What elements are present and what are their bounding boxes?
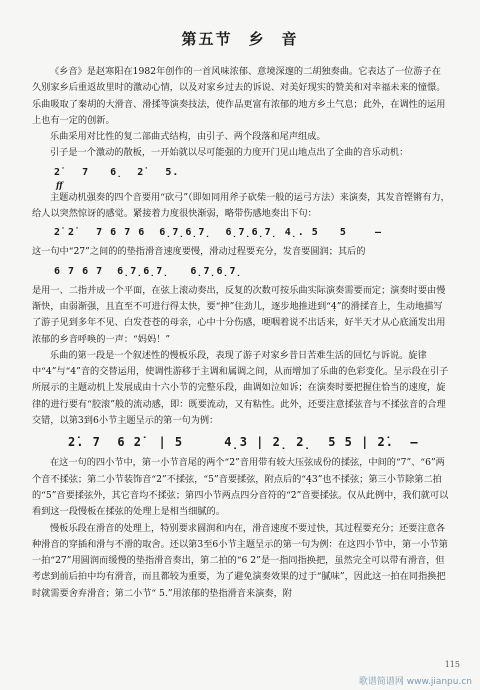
paragraph-trill: 是用一、二指并成一个平面，在弦上滚动奏出，反复的次数可按乐曲实际演奏需要而定；演奏时要由慢渐快，由弱渐强，且直至不可进行得太快，要“抻”住劲儿，逐步地推进到“4̣”的滑揉音上，生动地描写了游子见到多年不见、白发苍苍的母亲，心中十分伤感，哽咽着说不出话来，好半天才从心底涌发出用浓郁的乡音呼唤的一声：“妈妈！” (32, 284, 446, 345)
page-title (0, 28, 480, 49)
notation-second-phrase: 2̇ 2̇ 7 6 7 6 6̣7̣6̣7̣ 6̣7̣6̣7̣ 4̣. 5 5 — (54, 227, 382, 239)
page-number: 115 (444, 660, 460, 669)
site-watermark: 歌谱简谱网 www.jianpu.cn (358, 677, 472, 687)
paragraph-motif-intro: 引子是一个激动的散板，一开始就以尽可能强的力度开门见山地点出了全曲的音乐动机： (50, 147, 409, 159)
title-word-2: 音 (281, 30, 299, 48)
paragraph-slides: 慢板乐段在滑音的处理上，特别要求圆润和内在，滑音速度不要过快，其过程要充分；还要注意各种滑音的穿插和滑与不滑的取舍。还以第3至6小节主题呈示的第一句为例：在这四小节中，第一小节第一拍“2̇7”用圆润而缓慢的垫指滑音奏出，第二拍的“6 2̇”是一指同指换把，虽然完全可以带有滑音，但考虑到前后拍中均有滑音，而且都较为重要，为了避免演奏效果的过于“腻味”，因此这一拍在同指换把时就需要舍弃滑音；第二小节“ 5.”用浓郁的垫指滑音来演奏，附 (32, 522, 448, 599)
paragraph-glide: 这一句中“2̇7”之间的的垫指滑音速度要慢，滑动过程要充分，发音要圆润；其后的 (32, 246, 366, 258)
body-text (32, 64, 450, 602)
notation-trill-figure: 6 7 6 7 6̣7̣6̣7̣ 6̣7̣6̣7̣ (54, 265, 243, 277)
paragraph-first-section: 乐曲的第一段是一个叙述性的慢板乐段，表现了游子对家乡昔日苦难生活的回忆与诉说。旋律中“4”与“4”音的交替运用，使调性游移于主调和属调之间，从而增加了乐曲的色彩变化。呈示段在引子所展示的主题动机上发展成由十六小节的完整乐段，曲调如泣如诉；在演奏时要把握住恰当的速度，旋律的进行要有“胶滚”般的流动感，即：既要流动，又有粘性。此外，还要注意揉弦音与不揉弦音的合理交错，以第3到6小节主题呈示的第一句为例： (32, 349, 449, 427)
paragraph-form: 乐曲采用对比性的复二部曲式结构，由引子、两个段落和尾声组成。 (50, 131, 326, 143)
section-label: 第五节 (181, 30, 233, 48)
title-word-1: 乡 (248, 30, 266, 48)
paragraph-bowing: 主题动机强奏的四个音要用“砍弓”（即如同用斧子砍柴一般的运弓方法）来演奏，其发音铿锵有力，给人以突然惊讶的感觉。紧接着力度很快渐弱，略带伤感地奏出下句： (32, 191, 450, 220)
paragraph-vibrato: 在这一句的四小节中，第一小节音尾的两个“2̇”音用带有较大压弦成份的揉弦，中间的“7”、“6”两个音不揉弦；第二小节装饰音“2̇”不揉弦，“5”音要揉弦，附点后的“4̣3”也不揉弦；第三小节除第二拍的“5”音要揉弦外，其它音均不揉弦；第四小节两点四分音符的“2̇”音要揉弦。仅从此例中，我们就可以看到这一段慢板在揉弦的处理上是相当细腻的。 (32, 457, 449, 518)
notation-motif: 2̇ 7 6̣ 2̇ 5. (54, 166, 180, 178)
notation-theme-bars: 2̇. 7 6 2̇ | 5 4̣3 | 2̣ 2̣ 5 5 | 2̇. — (68, 435, 419, 450)
paragraph-intro: 《乡音》是赵寒阳在1982年创作的一首风味浓郁、意境深邃的二胡独奏曲。它表达了一位游子在久别家乡后重返故里时的激动心情，以及对家乡过去的诉说、对美好现实的赞美和对幸福未来的憧憬。乐曲吸取了秦胡的大滑音、滑揉等演奏技法，使作品更富有浓郁的地方乡土气息；此外，在调性的运用上也有一定的创新。 (32, 66, 446, 126)
dynamic-ff-mark: ff (56, 179, 63, 190)
